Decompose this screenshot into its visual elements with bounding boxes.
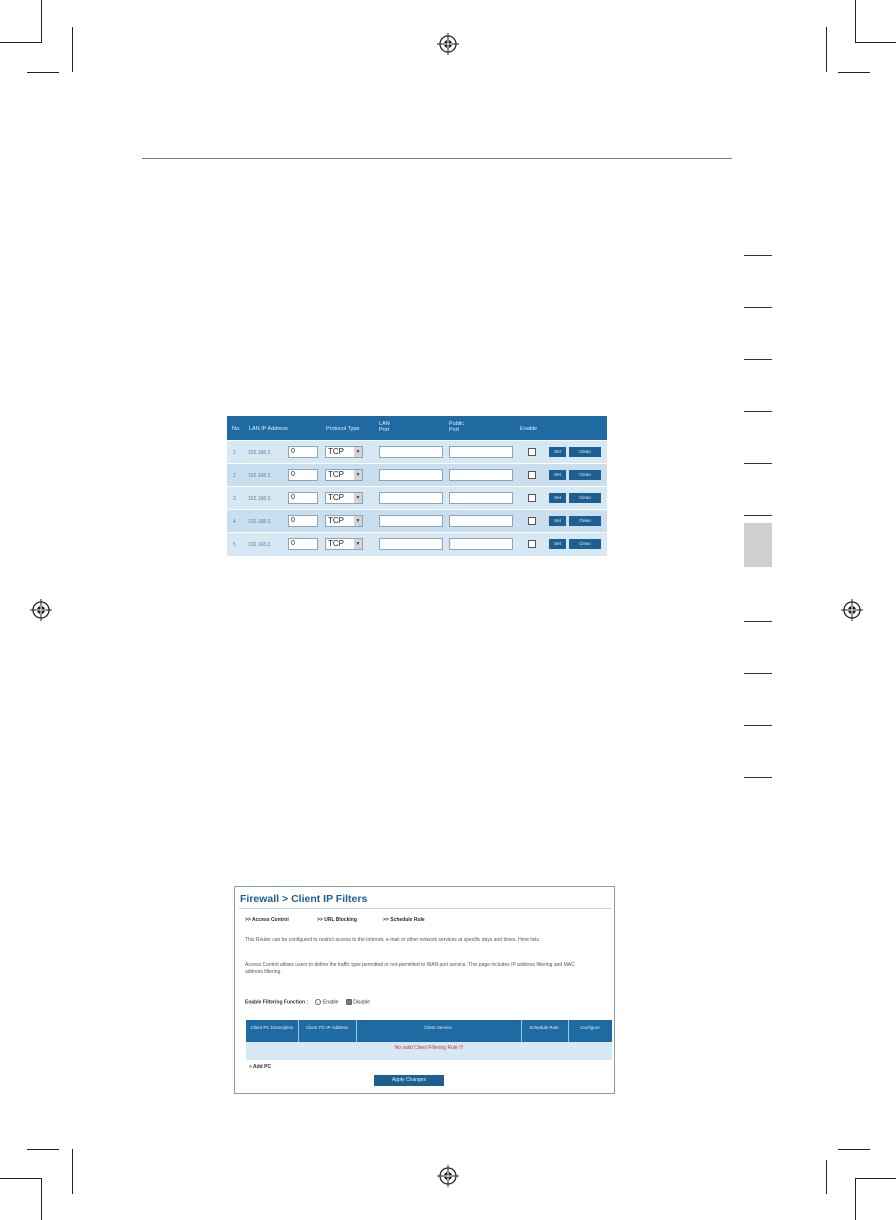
description-text: This Router can be configured to restrict access to the Internet, e-mail or other network services at specific days and times. Here lists xyxy=(245,937,540,943)
empty-state-text: No valid Client Filtering Rule !!! xyxy=(394,1045,464,1051)
table-row xyxy=(227,440,607,463)
client-filter-table xyxy=(246,1020,612,1060)
port-filter-table xyxy=(227,416,607,556)
lan-port-input[interactable] xyxy=(379,538,443,550)
section-tab-marker xyxy=(744,777,772,778)
table-row xyxy=(227,532,607,555)
ip-prefix: 192.168.2. xyxy=(248,542,272,548)
enable-filtering-label: Enable Filtering Function : xyxy=(245,999,309,1006)
nav-url-blocking[interactable] xyxy=(317,917,357,923)
col-header: Client PC Description xyxy=(250,1025,294,1030)
col-header: Configure xyxy=(580,1025,600,1030)
column-divider xyxy=(356,1020,357,1042)
protocol-select[interactable] xyxy=(325,446,363,458)
nav-label: >> Access Control xyxy=(245,917,289,923)
row-number: 5 xyxy=(233,542,236,548)
nav-access-control[interactable] xyxy=(245,917,289,923)
disable-radio-label: Disable xyxy=(353,999,370,1006)
crop-mark xyxy=(27,1149,59,1150)
column-divider xyxy=(521,1020,522,1042)
set-button[interactable]: Set xyxy=(549,470,566,480)
row-number: 1 xyxy=(233,450,236,456)
nav-label: >> Schedule Rule xyxy=(383,917,425,923)
set-button[interactable]: Set xyxy=(549,493,566,503)
crop-mark xyxy=(855,42,896,43)
crop-mark xyxy=(838,72,870,73)
set-button[interactable]: Set xyxy=(549,516,566,526)
enable-checkbox[interactable] xyxy=(528,540,536,548)
clean-button[interactable]: Clean xyxy=(569,516,601,526)
col-header: Client Service xyxy=(424,1025,452,1030)
enable-checkbox[interactable] xyxy=(528,471,536,479)
protocol-select[interactable] xyxy=(325,538,363,550)
ip-suffix-input[interactable]: 0 xyxy=(288,446,318,458)
registration-mark-icon xyxy=(30,599,52,621)
protocol-select[interactable] xyxy=(325,492,363,504)
ip-suffix-input[interactable]: 0 xyxy=(288,515,318,527)
col-header: Client PC IP Address xyxy=(306,1025,348,1030)
ip-prefix: 192.168.2. xyxy=(248,519,272,525)
crop-mark xyxy=(826,1160,827,1194)
public-port-input[interactable] xyxy=(449,538,513,550)
crop-mark xyxy=(855,1178,896,1179)
row-number: 3 xyxy=(233,496,236,502)
crop-mark xyxy=(41,0,42,42)
enable-checkbox[interactable] xyxy=(528,448,536,456)
protocol-value: TCP xyxy=(328,470,344,479)
enable-radio[interactable] xyxy=(315,999,321,1005)
col-header: LAN IP Address xyxy=(249,426,288,432)
protocol-select[interactable] xyxy=(325,515,363,527)
ip-suffix-input[interactable]: 0 xyxy=(288,538,318,550)
clean-button[interactable]: Clean xyxy=(569,470,601,480)
table-row xyxy=(227,486,607,509)
chevron-down-icon: ▼ xyxy=(355,518,361,524)
lan-port-input[interactable] xyxy=(379,469,443,481)
crop-mark xyxy=(72,1149,73,1194)
section-tab-marker xyxy=(744,725,772,726)
registration-mark-icon xyxy=(841,599,863,621)
section-tab-marker xyxy=(744,621,772,622)
section-tab-marker xyxy=(744,463,772,464)
crop-mark xyxy=(72,27,73,72)
table-header xyxy=(246,1020,612,1042)
crop-mark xyxy=(27,72,59,73)
registration-mark-icon xyxy=(437,1165,459,1187)
crop-mark xyxy=(0,1178,42,1179)
crop-mark xyxy=(838,1149,870,1150)
table-header xyxy=(227,416,607,440)
crop-mark xyxy=(855,1178,856,1220)
column-divider xyxy=(568,1020,569,1042)
nav-schedule-rule[interactable] xyxy=(383,917,425,923)
add-pc-label: Add PC xyxy=(252,1064,272,1070)
section-tab-active xyxy=(744,523,772,567)
crop-mark xyxy=(826,27,827,72)
chevron-down-icon: ▼ xyxy=(355,495,361,501)
section-tab-marker xyxy=(744,673,772,674)
protocol-value: TCP xyxy=(328,493,344,502)
col-header: Enable xyxy=(520,426,538,432)
lan-port-input[interactable] xyxy=(379,515,443,527)
clean-button[interactable]: Clean xyxy=(569,447,601,457)
col-header: Public Port xyxy=(449,421,464,433)
public-port-input[interactable] xyxy=(449,515,513,527)
col-header: Schedule Rule xyxy=(529,1025,559,1030)
chevron-down-icon: ▼ xyxy=(355,472,361,478)
set-button[interactable]: Set xyxy=(549,447,566,457)
public-port-input[interactable] xyxy=(449,469,513,481)
col-header: No. xyxy=(232,426,241,432)
public-port-input[interactable] xyxy=(449,492,513,504)
ip-prefix: 192.168.2. xyxy=(248,496,272,502)
disable-radio[interactable] xyxy=(346,999,352,1005)
chevron-down-icon: ▼ xyxy=(355,541,361,547)
nav-label: >> URL Blocking xyxy=(317,917,357,923)
crop-mark xyxy=(41,1178,42,1220)
enable-radio-label: Enable xyxy=(322,999,339,1006)
add-pc-link[interactable]: » Add PC xyxy=(249,1064,272,1070)
protocol-value: TCP xyxy=(328,447,344,456)
enable-checkbox[interactable] xyxy=(528,517,536,525)
title-divider xyxy=(239,908,611,909)
enable-checkbox[interactable] xyxy=(528,494,536,502)
row-number: 4 xyxy=(233,519,236,525)
registration-mark-icon xyxy=(437,33,459,55)
row-number: 2 xyxy=(233,473,236,479)
section-tab-marker xyxy=(744,411,772,412)
protocol-select[interactable] xyxy=(325,469,363,481)
crop-mark xyxy=(0,42,42,43)
lan-port-input[interactable] xyxy=(379,492,443,504)
table-row xyxy=(227,509,607,532)
col-header: LAN Port xyxy=(379,421,390,433)
clean-button[interactable]: Clean xyxy=(569,493,601,503)
description-text: Access Control allows users to define the traffic type permitted or not-permitted to WAN port service. This page includes IP address filtering and MAC address filtering. xyxy=(245,962,575,975)
section-tab-marker xyxy=(744,255,772,256)
header-rule xyxy=(142,158,732,159)
col-header: Protocol Type xyxy=(326,426,360,432)
column-divider xyxy=(298,1020,299,1042)
page-title: Firewall > Client IP Filters xyxy=(240,893,368,905)
chevron-down-icon: ▼ xyxy=(355,449,361,455)
client-ip-filter-panel xyxy=(234,886,615,1094)
protocol-value: TCP xyxy=(328,539,344,548)
enable-filtering-row xyxy=(245,999,370,1005)
ip-suffix-input[interactable]: 0 xyxy=(288,492,318,504)
ip-prefix: 192.168.2. xyxy=(248,450,272,456)
protocol-value: TCP xyxy=(328,516,344,525)
ip-prefix: 192.168.2. xyxy=(248,473,272,479)
set-button[interactable]: Set xyxy=(549,539,566,549)
crop-mark xyxy=(855,0,856,42)
clean-button[interactable]: Clean xyxy=(569,539,601,549)
lan-port-input[interactable] xyxy=(379,446,443,458)
apply-changes-button[interactable]: Apply Changes xyxy=(374,1075,444,1086)
section-tab-marker xyxy=(744,359,772,360)
ip-suffix-input[interactable]: 0 xyxy=(288,469,318,481)
section-tab-marker xyxy=(744,515,772,516)
public-port-input[interactable] xyxy=(449,446,513,458)
section-tab-marker xyxy=(744,307,772,308)
table-row xyxy=(227,463,607,486)
